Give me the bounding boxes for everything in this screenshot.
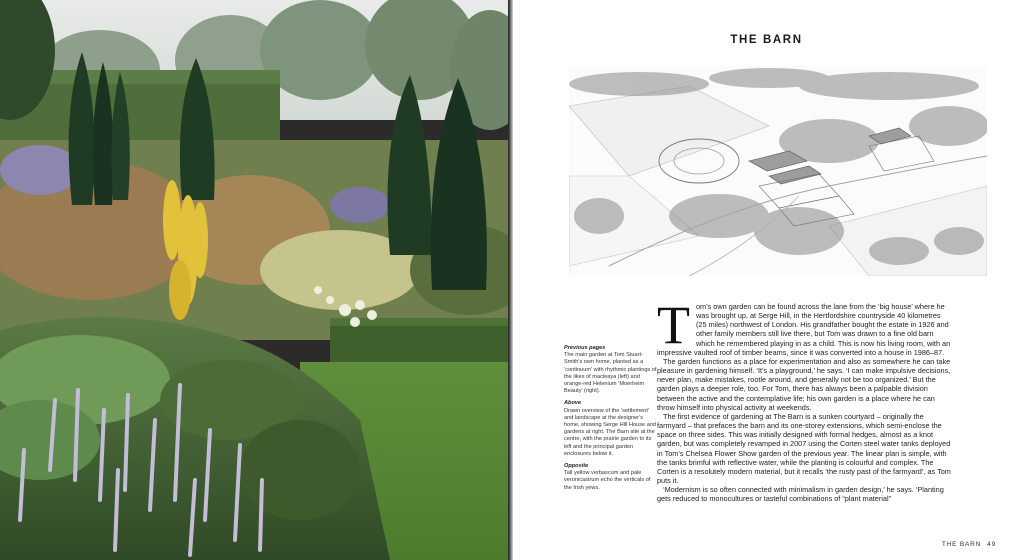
body-text bbox=[657, 295, 953, 504]
caption-text: Drawn overview of the ‘settlement’ and landscape at the designer’s home, showing Serge Hill House and gardens at right. The Barn site at the centre, with the prairie garden to its left and the principal garden enclosures below it. bbox=[564, 407, 657, 457]
caption-above bbox=[564, 400, 658, 458]
margin-captions bbox=[564, 345, 658, 497]
body-paragraph: The first evidence of gardening at The Barn is a sunken courtyard – originally the farmyard – that prefaces the barn and its one-storey extensions, which semi-enclose the space on three sides. This was initially designed with formal hedges, almost as a knot garden, but was completely revamped in 2007 using the Corten steel water tanks deployed in Tom’s Chelsea Flower Show garden of the previous year. The linear plan is simple, with the tanks brimful with reflective water, while the planting is colourful and complex. The Corten is a resolutely modern material, but it recalls ‘the rusty past of the farmyard’, as Tom puts it. bbox=[657, 411, 951, 485]
page-number: 49 bbox=[987, 541, 996, 548]
right-page bbox=[513, 0, 1020, 560]
drop-cap: T bbox=[657, 295, 690, 355]
body-paragraph: The garden functions as a place for experimentation and also as somewhere he can take pleasure in gardening himself. ‘It’s a playground,’ he says. ‘I can make impulsive decisions, never plan, make mistakes, rootle around, and generally not be too organized.’ But the garden plays a deeper role, too. For Tom, there has always been a palpable division between the active and the contemplative life; his own garden is a place where he can throw himself into physical activity at weekends. bbox=[657, 356, 951, 412]
body-paragraph: ‘Modernism is so often connected with minimalism in garden design,’ he says. ‘Planting gets reduced to monocultures or tasteful combinations of “plant material” bbox=[657, 485, 944, 504]
page-footer bbox=[942, 541, 996, 548]
landscape-overview-drawing bbox=[569, 66, 987, 276]
caption-text: Tall yellow verbascum and pale veronicastrum echo the verticals of the Irish yews. bbox=[564, 470, 651, 491]
caption-heading: Above bbox=[564, 400, 582, 407]
chapter-title: THE BARN bbox=[730, 34, 803, 46]
caption-text: The main garden at Tom Stuart-Smith’s own home, planted as a ‘continuum’ with rhythmic plantings of the likes of macleaya (left) and orange-red Helenium ‘Moerheim Beauty’ (right). bbox=[564, 352, 657, 395]
running-head: THE BARN bbox=[941, 541, 982, 548]
caption-heading: Previous pages bbox=[564, 345, 606, 351]
caption-heading: Opposite bbox=[564, 463, 589, 470]
body-paragraph-text: om’s own garden can be found across the lane from the ‘big house’ where he was brought up, at Serge Hill, in the Hertfordshire countryside 40 kilometres (25 miles) northwest of London. His grandfather bought the estate in 1926 and other family members still live there, but Tom was drawn to a fine old barn which he remembered playing in as a child. This is now his living room, with an impressive vaulted roof of timber beams, since it was converted into a house in 1986–87. bbox=[657, 302, 951, 357]
caption-previous-pages bbox=[564, 345, 658, 395]
body-paragraph bbox=[657, 295, 953, 357]
caption-opposite bbox=[564, 463, 658, 492]
